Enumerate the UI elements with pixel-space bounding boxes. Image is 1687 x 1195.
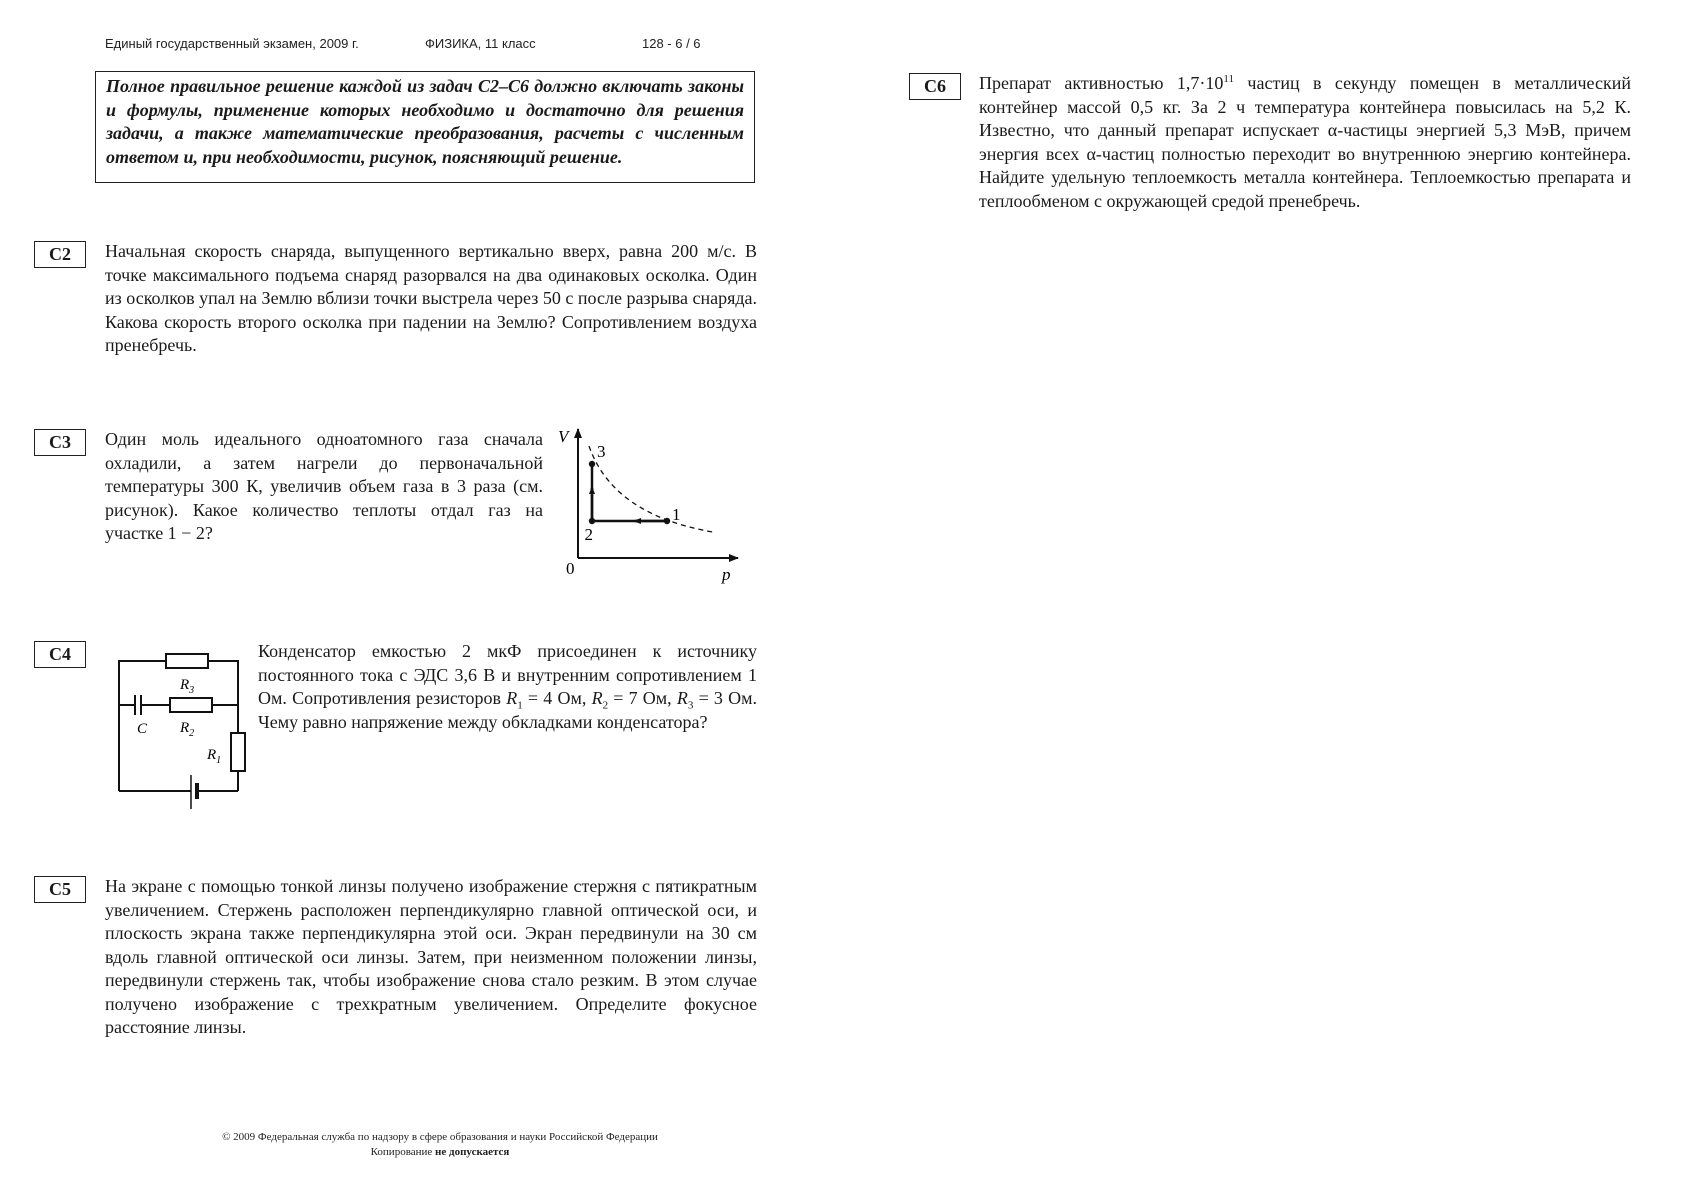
header-exam: Единый государственный экзамен, 2009 г. — [105, 36, 359, 51]
task-c3-label: С3 — [34, 429, 86, 456]
task-c3-text: Один моль идеального одноатомного газа сначала охладили, а затем нагрели до первоначальной температуры 300 К, увеличив объем газа в 3 раза (см. рисунок). Какое количество теплоты отдал газ на участке 1 − 2? — [105, 429, 543, 543]
point-1 — [664, 518, 670, 524]
r3-label: $R_3$ — [180, 677, 195, 696]
point-2 — [589, 518, 595, 524]
r2-label: $R_2$ — [180, 720, 195, 739]
point-1-label: 1 — [672, 505, 681, 524]
task-c6-label: С6 — [909, 73, 961, 100]
isotherm-curve — [589, 446, 713, 532]
task-c6-text: Препарат активностью $1,7\cdot 10^{11}$ частиц в секунду помещен в металлический контейнер массой 0,5 кг. За 2 ч температура контейнера повысилась на 5,2 К. Известно, что данный препарат испускает α-частицы энергией 5,3 МэВ, причем энергия всех α-частиц полностью переходит во внутреннюю энергию контейнера. Найдите удельную теплоемкость металла контейнера. Теплоемкостью препарата и теплообменом с окружающей средой пренебречь. — [979, 73, 1631, 211]
p-axis-label: p — [722, 565, 731, 584]
task-c2-text: Начальная скорость снаряда, выпущенного вертикально вверх, равна 200 м/с. В точке максимального подъема снаряд разорвался на два одинаковых осколка. Один из осколков упал на Землю вблизи точки выстрела через 50 с после разрыва снаряда. Какова скорость второго осколка при падении на Землю? Сопротивлением воздуха пренебречь. — [105, 241, 757, 355]
task-c4-text: Конденсатор емкостью 2 мкФ присоединен к источнику постоянного тока с ЭДС 3,6 В и внутренним сопротивлением 1 Ом. Сопротивления резисторов $R_1 = 4$ Ом, $R_2 = 7$ Ом, $R_3 = 3$ Ом. Чему равно напряжение между обкладками конденсатора? — [258, 641, 758, 732]
point-2-label: 2 — [584, 525, 593, 544]
task-c5-label: С5 — [34, 876, 86, 903]
header-page-number: 128 - 6 / 6 — [642, 36, 701, 51]
footer-copyright: © 2009 Федеральная служба по надзору в сфере образования и науки Российской Федерации — [222, 1131, 658, 1143]
task-c2-label: С2 — [34, 241, 86, 268]
header-subject: ФИЗИКА, 11 класс — [425, 36, 536, 51]
pv-graph — [545, 420, 755, 590]
task-c4-label: С4 — [34, 641, 86, 668]
point-3-label: 3 — [597, 442, 606, 461]
origin-label: 0 — [566, 559, 575, 578]
instruction-notice: Полное правильное решение каждой из задач С2–С6 должно включать законы и формулы, применение которых необходимо и достаточно для решения задачи, а также математические преобразования, расчеты с численным ответом и, при необходимости, рисунок, поясняющий решение. — [95, 71, 755, 183]
circuit-diagram — [110, 645, 255, 815]
point-3 — [589, 461, 595, 467]
footer — [100, 1130, 780, 1160]
capacitor-label: C — [137, 721, 148, 737]
r1-label: $R_1$ — [207, 747, 222, 766]
v-axis-label: V — [558, 427, 569, 446]
task-c5-text: На экране с помощью тонкой линзы получено изображение стержня с пятикратным увеличением. Стержень расположен перпендикулярно главной оптической оси, и плоскость экрана также перпендикулярна этой оси. Экран передвинули на 30 см вдоль главной оптической оси линзы. Затем, при неизменном положении линзы, передвинули стержень так, чтобы изображение снова стало резким. В этом случае получено изображение с трехкратным увеличением. Определите фокусное расстояние линзы. — [105, 876, 757, 1037]
footer-copy-notice: Копирование не допускается — [370, 1146, 510, 1158]
